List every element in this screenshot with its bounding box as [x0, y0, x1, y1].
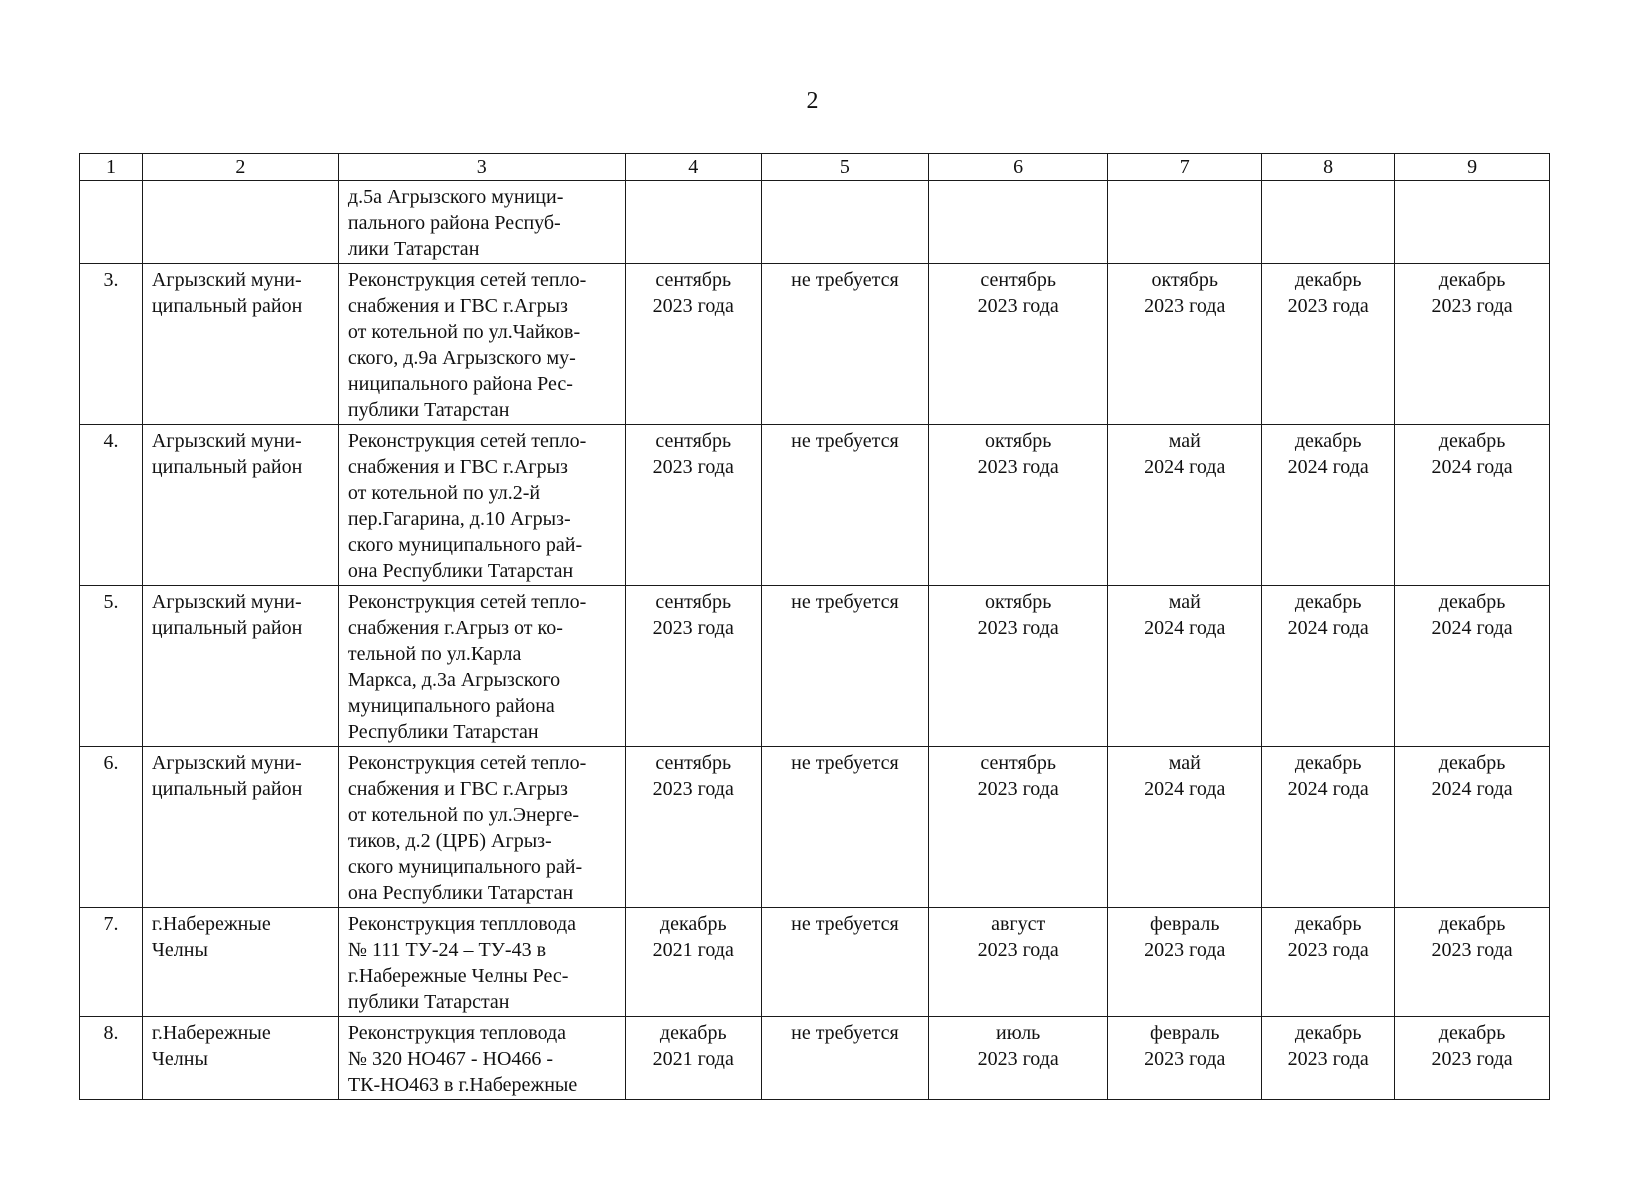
row-number: 8.	[80, 1017, 143, 1100]
row-number: 6.	[80, 747, 143, 908]
cell-col8: декабрь 2023 года	[1262, 908, 1395, 1017]
table-row	[80, 181, 1550, 264]
cell-col4: сентябрь 2023 года	[625, 264, 761, 425]
area-cell	[142, 181, 338, 264]
description-cell: Реконструкция сетей тепло- снабжения и ГВС г.Агрыз от котельной по ул.Энерге- тиков, д.2 (ЦРБ) Агрыз- ского муниципального рай- она Республики Татарстан	[338, 747, 625, 908]
table-row	[80, 747, 1550, 908]
cell-col4: сентябрь 2023 года	[625, 747, 761, 908]
cell-col9: декабрь 2024 года	[1395, 747, 1550, 908]
row-number	[80, 181, 143, 264]
cell-col5: не требуется	[761, 908, 928, 1017]
row-number: 7.	[80, 908, 143, 1017]
cell-col5: не требуется	[761, 586, 928, 747]
description-cell: Реконструкция сетей тепло- снабжения г.Агрыз от ко- тельной по ул.Карла Маркса, д.3а Агрызского муниципального района Республики Татарстан	[338, 586, 625, 747]
cell-col5: не требуется	[761, 425, 928, 586]
cell-col9: декабрь 2023 года	[1395, 908, 1550, 1017]
area-cell: Агрызский муни- ципальный район	[142, 425, 338, 586]
description-cell: Реконструкция сетей тепло- снабжения и ГВС г.Агрыз от котельной по ул.Чайков- ского, д.9а Агрызского му- ниципального района Рес- публики Татарстан	[338, 264, 625, 425]
cell-col7: октябрь 2023 года	[1108, 264, 1262, 425]
row-number: 4.	[80, 425, 143, 586]
cell-col5: не требуется	[761, 264, 928, 425]
cell-col4: сентябрь 2023 года	[625, 586, 761, 747]
cell-col7: май 2024 года	[1108, 586, 1262, 747]
cell-col6: октябрь 2023 года	[928, 425, 1107, 586]
cell-col9: декабрь 2023 года	[1395, 1017, 1550, 1100]
area-cell: г.Набережные Челны	[142, 1017, 338, 1100]
description-cell: Реконструкция теплловода № 111 ТУ-24 – ТУ-43 в г.Набережные Челны Рес- публики Татарстан	[338, 908, 625, 1017]
column-header-4: 4	[625, 154, 761, 181]
table-row	[80, 586, 1550, 747]
cell-col6: сентябрь 2023 года	[928, 747, 1107, 908]
cell-col9: декабрь 2024 года	[1395, 586, 1550, 747]
cell-col7	[1108, 181, 1262, 264]
cell-col7: февраль 2023 года	[1108, 1017, 1262, 1100]
table-header	[80, 154, 1550, 181]
column-header-7: 7	[1108, 154, 1262, 181]
area-cell: Агрызский муни- ципальный район	[142, 747, 338, 908]
cell-col8	[1262, 181, 1395, 264]
cell-col9: декабрь 2024 года	[1395, 425, 1550, 586]
table-body	[80, 181, 1550, 1100]
table-row	[80, 1017, 1550, 1100]
cell-col8: декабрь 2023 года	[1262, 264, 1395, 425]
table-row	[80, 264, 1550, 425]
schedule-table	[79, 153, 1550, 1100]
cell-col5	[761, 181, 928, 264]
cell-col7: май 2024 года	[1108, 747, 1262, 908]
column-header-1: 1	[80, 154, 143, 181]
row-number: 5.	[80, 586, 143, 747]
cell-col4: сентябрь 2023 года	[625, 425, 761, 586]
cell-col5: не требуется	[761, 747, 928, 908]
table-row	[80, 908, 1550, 1017]
cell-col4: декабрь 2021 года	[625, 1017, 761, 1100]
area-cell: Агрызский муни- ципальный район	[142, 586, 338, 747]
column-header-8: 8	[1262, 154, 1395, 181]
cell-col6: октябрь 2023 года	[928, 586, 1107, 747]
column-header-3: 3	[338, 154, 625, 181]
header-row	[80, 154, 1550, 181]
area-cell: Агрызский муни- ципальный район	[142, 264, 338, 425]
cell-col6: сентябрь 2023 года	[928, 264, 1107, 425]
description-cell: д.5а Агрызского муници- пального района Респуб- лики Татарстан	[338, 181, 625, 264]
column-header-5: 5	[761, 154, 928, 181]
cell-col7: февраль 2023 года	[1108, 908, 1262, 1017]
cell-col9: декабрь 2023 года	[1395, 264, 1550, 425]
cell-col7: май 2024 года	[1108, 425, 1262, 586]
cell-col4: декабрь 2021 года	[625, 908, 761, 1017]
cell-col8: декабрь 2024 года	[1262, 425, 1395, 586]
cell-col6	[928, 181, 1107, 264]
cell-col5: не требуется	[761, 1017, 928, 1100]
area-cell: г.Набережные Челны	[142, 908, 338, 1017]
cell-col4	[625, 181, 761, 264]
cell-col9	[1395, 181, 1550, 264]
cell-col8: декабрь 2024 года	[1262, 747, 1395, 908]
description-cell: Реконструкция сетей тепло- снабжения и ГВС г.Агрыз от котельной по ул.2-й пер.Гагарина, д.10 Агрыз- ского муниципального рай- она Республики Татарстан	[338, 425, 625, 586]
cell-col8: декабрь 2024 года	[1262, 586, 1395, 747]
column-header-6: 6	[928, 154, 1107, 181]
page-number: 2	[806, 88, 819, 114]
column-header-2: 2	[142, 154, 338, 181]
column-header-9: 9	[1395, 154, 1550, 181]
description-cell: Реконструкция тепловода № 320 НО467 - НО466 - ТК-НО463 в г.Набережные	[338, 1017, 625, 1100]
cell-col6: август 2023 года	[928, 908, 1107, 1017]
row-number: 3.	[80, 264, 143, 425]
cell-col8: декабрь 2023 года	[1262, 1017, 1395, 1100]
cell-col6: июль 2023 года	[928, 1017, 1107, 1100]
table-row	[80, 425, 1550, 586]
